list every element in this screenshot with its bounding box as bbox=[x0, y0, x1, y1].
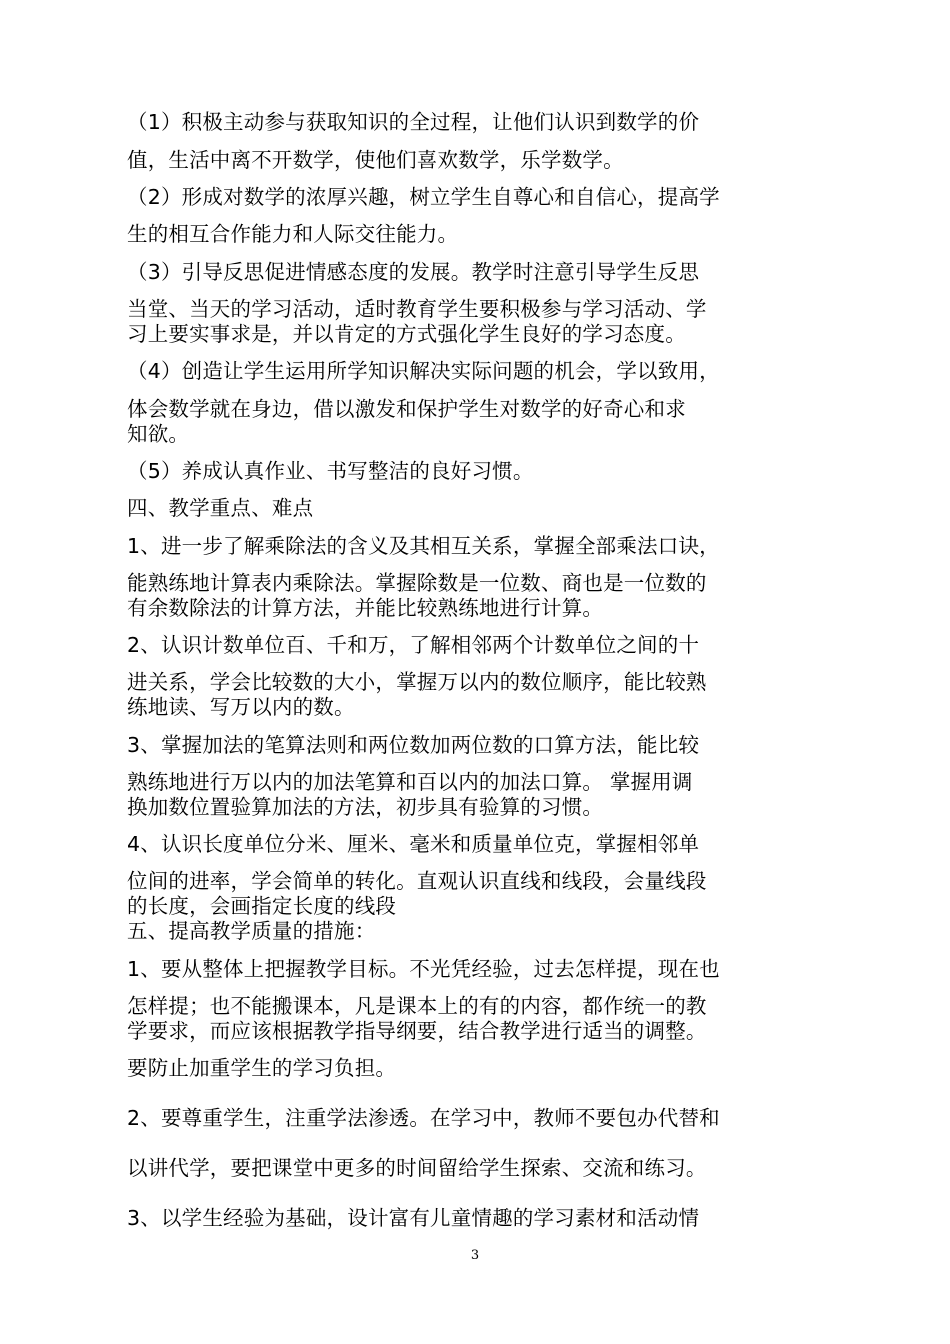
text-line: 换加数位置验算加法的方法，初步具有验算的习惯。 bbox=[127, 795, 604, 819]
text-line: 的长度，会画指定长度的线段 bbox=[127, 894, 397, 918]
text-line: （2）形成对数学的浓厚兴趣，树立学生自尊心和自信心，提高学 bbox=[127, 185, 720, 209]
text-line: 2、要尊重学生，注重学法渗透。在学习中，教师不要包办代替和 bbox=[127, 1106, 720, 1130]
section-heading: 五、提高教学质量的措施： bbox=[127, 919, 376, 943]
text-line: 4、认识长度单位分米、厘米、毫米和质量单位克，掌握相邻单 bbox=[127, 832, 700, 856]
text-line: 知欲。 bbox=[127, 422, 190, 446]
text-line: 1、要从整体上把握教学目标。不光凭经验，过去怎样提，现在也 bbox=[127, 957, 720, 981]
text-line: （1）积极主动参与获取知识的全过程，让他们认识到数学的价 bbox=[127, 110, 700, 134]
text-line: 生的相互合作能力和人际交往能力。 bbox=[127, 222, 459, 246]
text-line: 体会数学就在身边，借以激发和保护学生对数学的好奇心和求 bbox=[127, 397, 686, 421]
text-line: 有余数除法的计算方法，并能比较熟练地进行计算。 bbox=[127, 596, 604, 620]
text-line: （5）养成认真作业、书写整洁的良好习惯。 bbox=[127, 459, 534, 483]
text-line: 学要求，而应该根据教学指导纲要，结合教学进行适当的调整。 bbox=[127, 1019, 707, 1043]
page-number: 3 bbox=[470, 1248, 480, 1263]
text-line: 练地读、写万以内的数。 bbox=[127, 695, 355, 719]
text-line: 位间的进率，学会简单的转化。直观认识直线和线段，会量线段 bbox=[127, 869, 707, 893]
text-line: 习上要实事求是，并以肯定的方式强化学生良好的学习态度。 bbox=[127, 322, 686, 346]
text-line: 熟练地进行万以内的加法笔算和百以内的加法口算。 掌握用调 bbox=[127, 770, 693, 794]
text-line: 进关系，学会比较数的大小，掌握万以内的数位顺序，能比较熟 bbox=[127, 670, 707, 694]
text-line: 以讲代学，要把课堂中更多的时间留给学生探索、交流和练习。 bbox=[127, 1156, 707, 1180]
text-line: 1、进一步了解乘除法的含义及其相互关系，掌握全部乘法口诀， bbox=[127, 534, 720, 558]
text-line: （4）创造让学生运用所学知识解决实际问题的机会，学以致用， bbox=[127, 359, 720, 383]
text-line: 3、掌握加法的笔算法则和两位数加两位数的口算方法，能比较 bbox=[127, 733, 700, 757]
text-line: 2、认识计数单位百、千和万，了解相邻两个计数单位之间的十 bbox=[127, 633, 700, 657]
text-line: 值，生活中离不开数学，使他们喜欢数学，乐学数学。 bbox=[127, 148, 624, 172]
section-heading: 四、教学重点、难点 bbox=[127, 496, 314, 520]
text-line: 要防止加重学生的学习负担。 bbox=[127, 1056, 397, 1080]
text-line: 怎样提；也不能搬课本，凡是课本上的有的内容，都作统一的教 bbox=[127, 994, 707, 1018]
text-line: （3）引导反思促进情感态度的发展。教学时注意引导学生反思 bbox=[127, 260, 700, 284]
text-line: 当堂、当天的学习活动，适时教育学生要积极参与学习活动、学 bbox=[127, 297, 707, 321]
text-line: 能熟练地计算表内乘除法。掌握除数是一位数、商也是一位数的 bbox=[127, 571, 707, 595]
text-line: 3、以学生经验为基础，设计富有儿童情趣的学习素材和活动情 bbox=[127, 1206, 700, 1230]
